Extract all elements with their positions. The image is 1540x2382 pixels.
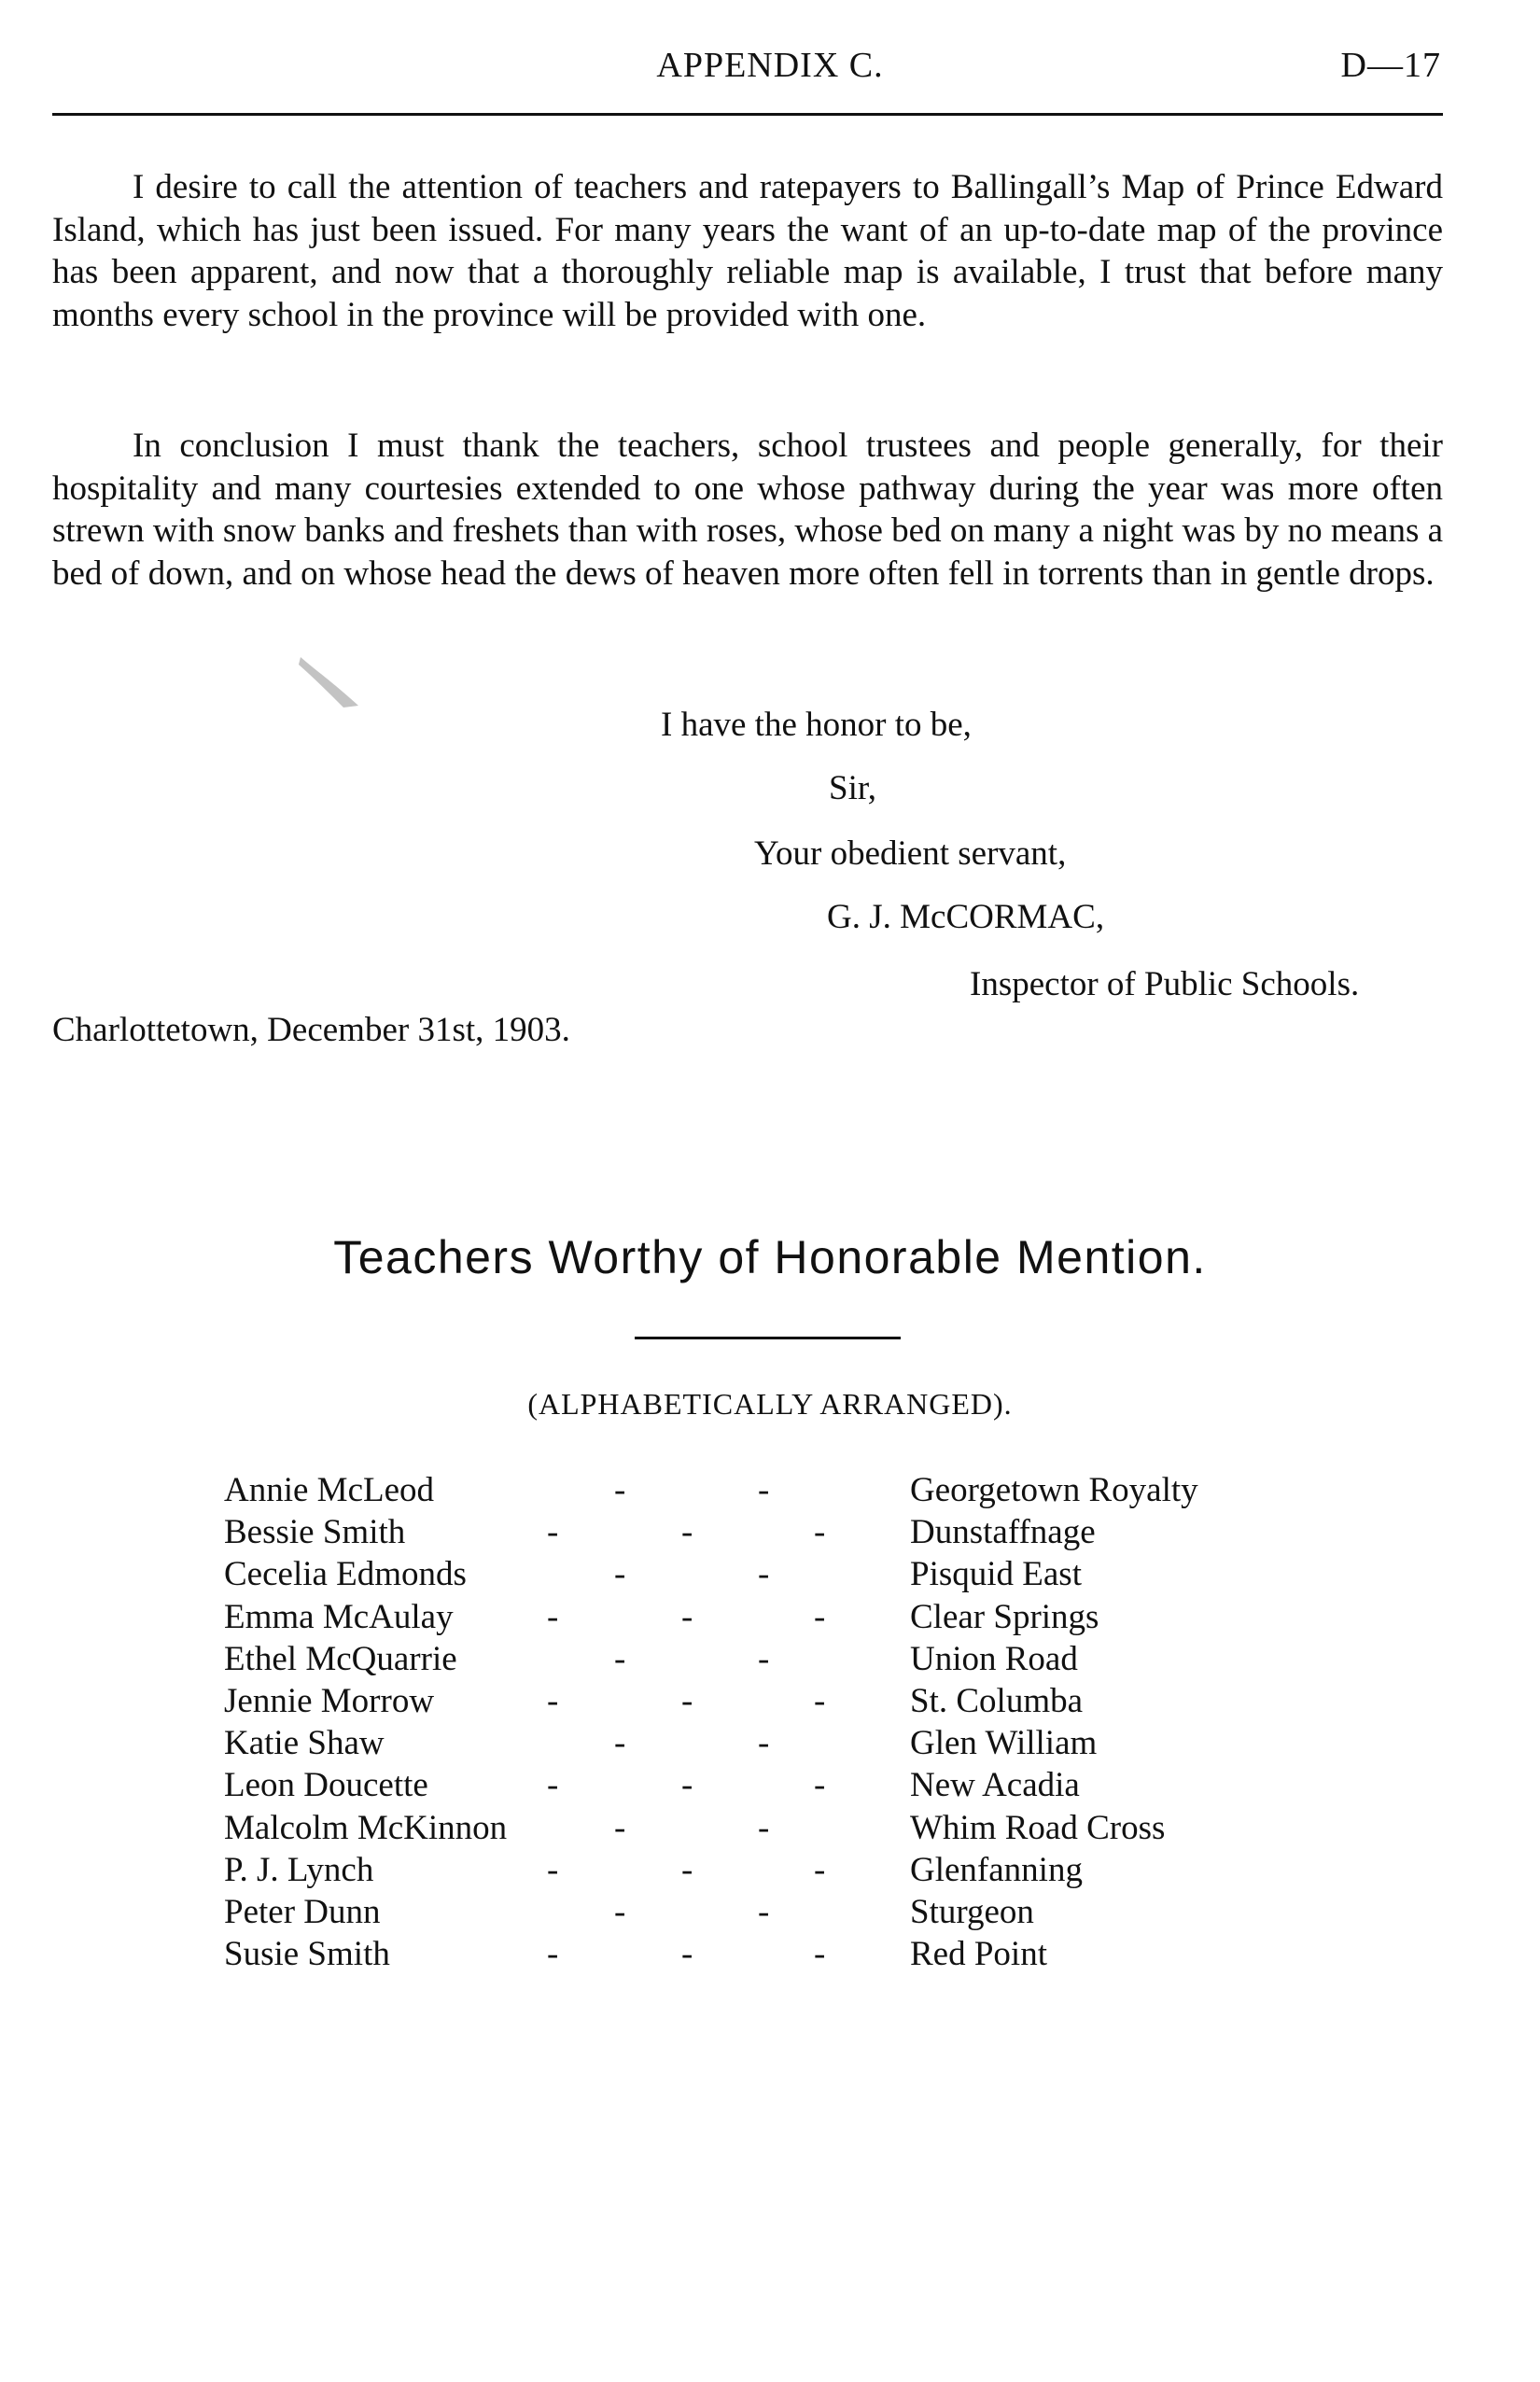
teacher-row — [224, 1808, 1297, 1850]
paragraph-text: I desire to call the attention of teachers and ratepayers to Ballingall’s Map of Prince Edward Island, which has just been issued. For many years the want of an up-to-date map of the province has been apparent, and now that a thoroughly reliable map is available, I trust that before many months every school in the province will be provided with one. — [52, 168, 1443, 334]
teacher-school: St. Columba — [910, 1681, 1084, 1720]
leader-dash: - — [758, 1724, 770, 1763]
teacher-school: Georgetown Royalty — [910, 1471, 1198, 1509]
leader-dash: - — [681, 1935, 693, 1974]
leader-dash: - — [547, 1766, 559, 1805]
leader-dash: - — [614, 1639, 626, 1678]
page-number: D—17 — [1340, 46, 1441, 85]
teacher-row — [224, 1681, 1297, 1723]
leader-dash: - — [758, 1639, 770, 1678]
teacher-name: Susie Smith — [224, 1935, 390, 1974]
teacher-name: Peter Dunn — [224, 1892, 381, 1931]
leader-dash: - — [681, 1681, 693, 1720]
title-divider — [635, 1337, 901, 1339]
teacher-row — [224, 1470, 1297, 1512]
paragraph-conclusion — [52, 425, 1443, 595]
teacher-row — [224, 1512, 1297, 1554]
leader-dash: - — [681, 1766, 693, 1805]
teacher-school: Whim Road Cross — [910, 1808, 1166, 1847]
leader-dash: - — [614, 1892, 626, 1931]
leader-dash: - — [758, 1555, 770, 1594]
teacher-name: Katie Shaw — [224, 1724, 385, 1763]
running-header-title: APPENDIX C. — [656, 46, 884, 85]
leader-dash: - — [758, 1892, 770, 1931]
teacher-name: Ethel McQuarrie — [224, 1639, 457, 1678]
teacher-name: Bessie Smith — [224, 1513, 406, 1552]
closing-place-date: Charlottetown, December 31st, 1903. — [52, 1011, 570, 1049]
teacher-row — [224, 1554, 1297, 1596]
leader-dash: - — [814, 1681, 826, 1720]
teacher-school: Glen William — [910, 1724, 1098, 1763]
leader-dash: - — [681, 1850, 693, 1889]
closing-servant-line: Your obedient servant, — [754, 834, 1067, 873]
leader-dash: - — [814, 1513, 826, 1552]
teacher-row — [224, 1934, 1297, 1976]
teacher-name: Jennie Morrow — [224, 1681, 435, 1720]
teacher-name: Emma McAulay — [224, 1597, 454, 1636]
leader-dash: - — [814, 1766, 826, 1805]
leader-dash: - — [614, 1808, 626, 1847]
teacher-name: Leon Doucette — [224, 1766, 428, 1805]
header-divider — [52, 113, 1443, 116]
leader-dash: - — [614, 1724, 626, 1763]
honorable-mention-title: Teachers Worthy of Honorable Mention. — [333, 1231, 1207, 1283]
teacher-row — [224, 1639, 1297, 1681]
leader-dash: - — [681, 1597, 693, 1636]
honorable-mention-subtitle: (ALPHABETICALLY ARRANGED). — [527, 1387, 1013, 1421]
leader-dash: - — [814, 1935, 826, 1974]
teacher-school: Glenfanning — [910, 1850, 1083, 1889]
leader-dash: - — [814, 1597, 826, 1636]
leader-dash: - — [547, 1935, 559, 1974]
leader-dash: - — [547, 1681, 559, 1720]
teacher-school: Dunstaffnage — [910, 1513, 1096, 1552]
leader-dash: - — [547, 1850, 559, 1889]
leader-dash: - — [547, 1597, 559, 1636]
leader-dash: - — [758, 1808, 770, 1847]
teacher-school: Pisquid East — [910, 1555, 1082, 1594]
leader-dash: - — [681, 1513, 693, 1552]
teacher-row — [224, 1597, 1297, 1639]
leader-dash: - — [547, 1513, 559, 1552]
leader-dash: - — [758, 1471, 770, 1509]
teacher-school: Red Point — [910, 1935, 1047, 1974]
closing-signatory: G. J. McCORMAC, — [827, 898, 1105, 936]
teacher-list — [224, 1470, 1297, 1976]
teacher-row — [224, 1850, 1297, 1892]
teacher-name: P. J. Lynch — [224, 1850, 374, 1889]
leader-dash: - — [614, 1471, 626, 1509]
teacher-school: New Acadia — [910, 1766, 1080, 1805]
teacher-name: Annie McLeod — [224, 1471, 435, 1509]
teacher-school: Union Road — [910, 1639, 1078, 1678]
teacher-school: Sturgeon — [910, 1892, 1034, 1931]
teacher-row — [224, 1892, 1297, 1934]
teacher-row — [224, 1723, 1297, 1765]
leader-dash: - — [614, 1555, 626, 1594]
closing-honor-line: I have the honor to be, — [661, 706, 972, 744]
teacher-name: Cecelia Edmonds — [224, 1555, 467, 1594]
leader-dash: - — [814, 1850, 826, 1889]
paragraph-text: In conclusion I must thank the teachers, school trustees and people generally, for their hospitality and many courtesies extended to one whose pathway during the year was more often strewn with snow banks and freshets than with roses, whose bed on many a night was by no means a bed of down, and on whose head the dews of heaven more often fell in torrents than in gentle drops. — [52, 427, 1444, 593]
teacher-row — [224, 1765, 1297, 1807]
closing-salutation: Sir, — [829, 769, 876, 807]
paragraph-map-notice — [52, 166, 1443, 336]
closing-signatory-title: Inspector of Public Schools. — [970, 965, 1360, 1003]
page-smudge-mark — [297, 653, 362, 709]
teacher-name: Malcolm McKinnon — [224, 1808, 508, 1847]
teacher-school: Clear Springs — [910, 1597, 1099, 1636]
